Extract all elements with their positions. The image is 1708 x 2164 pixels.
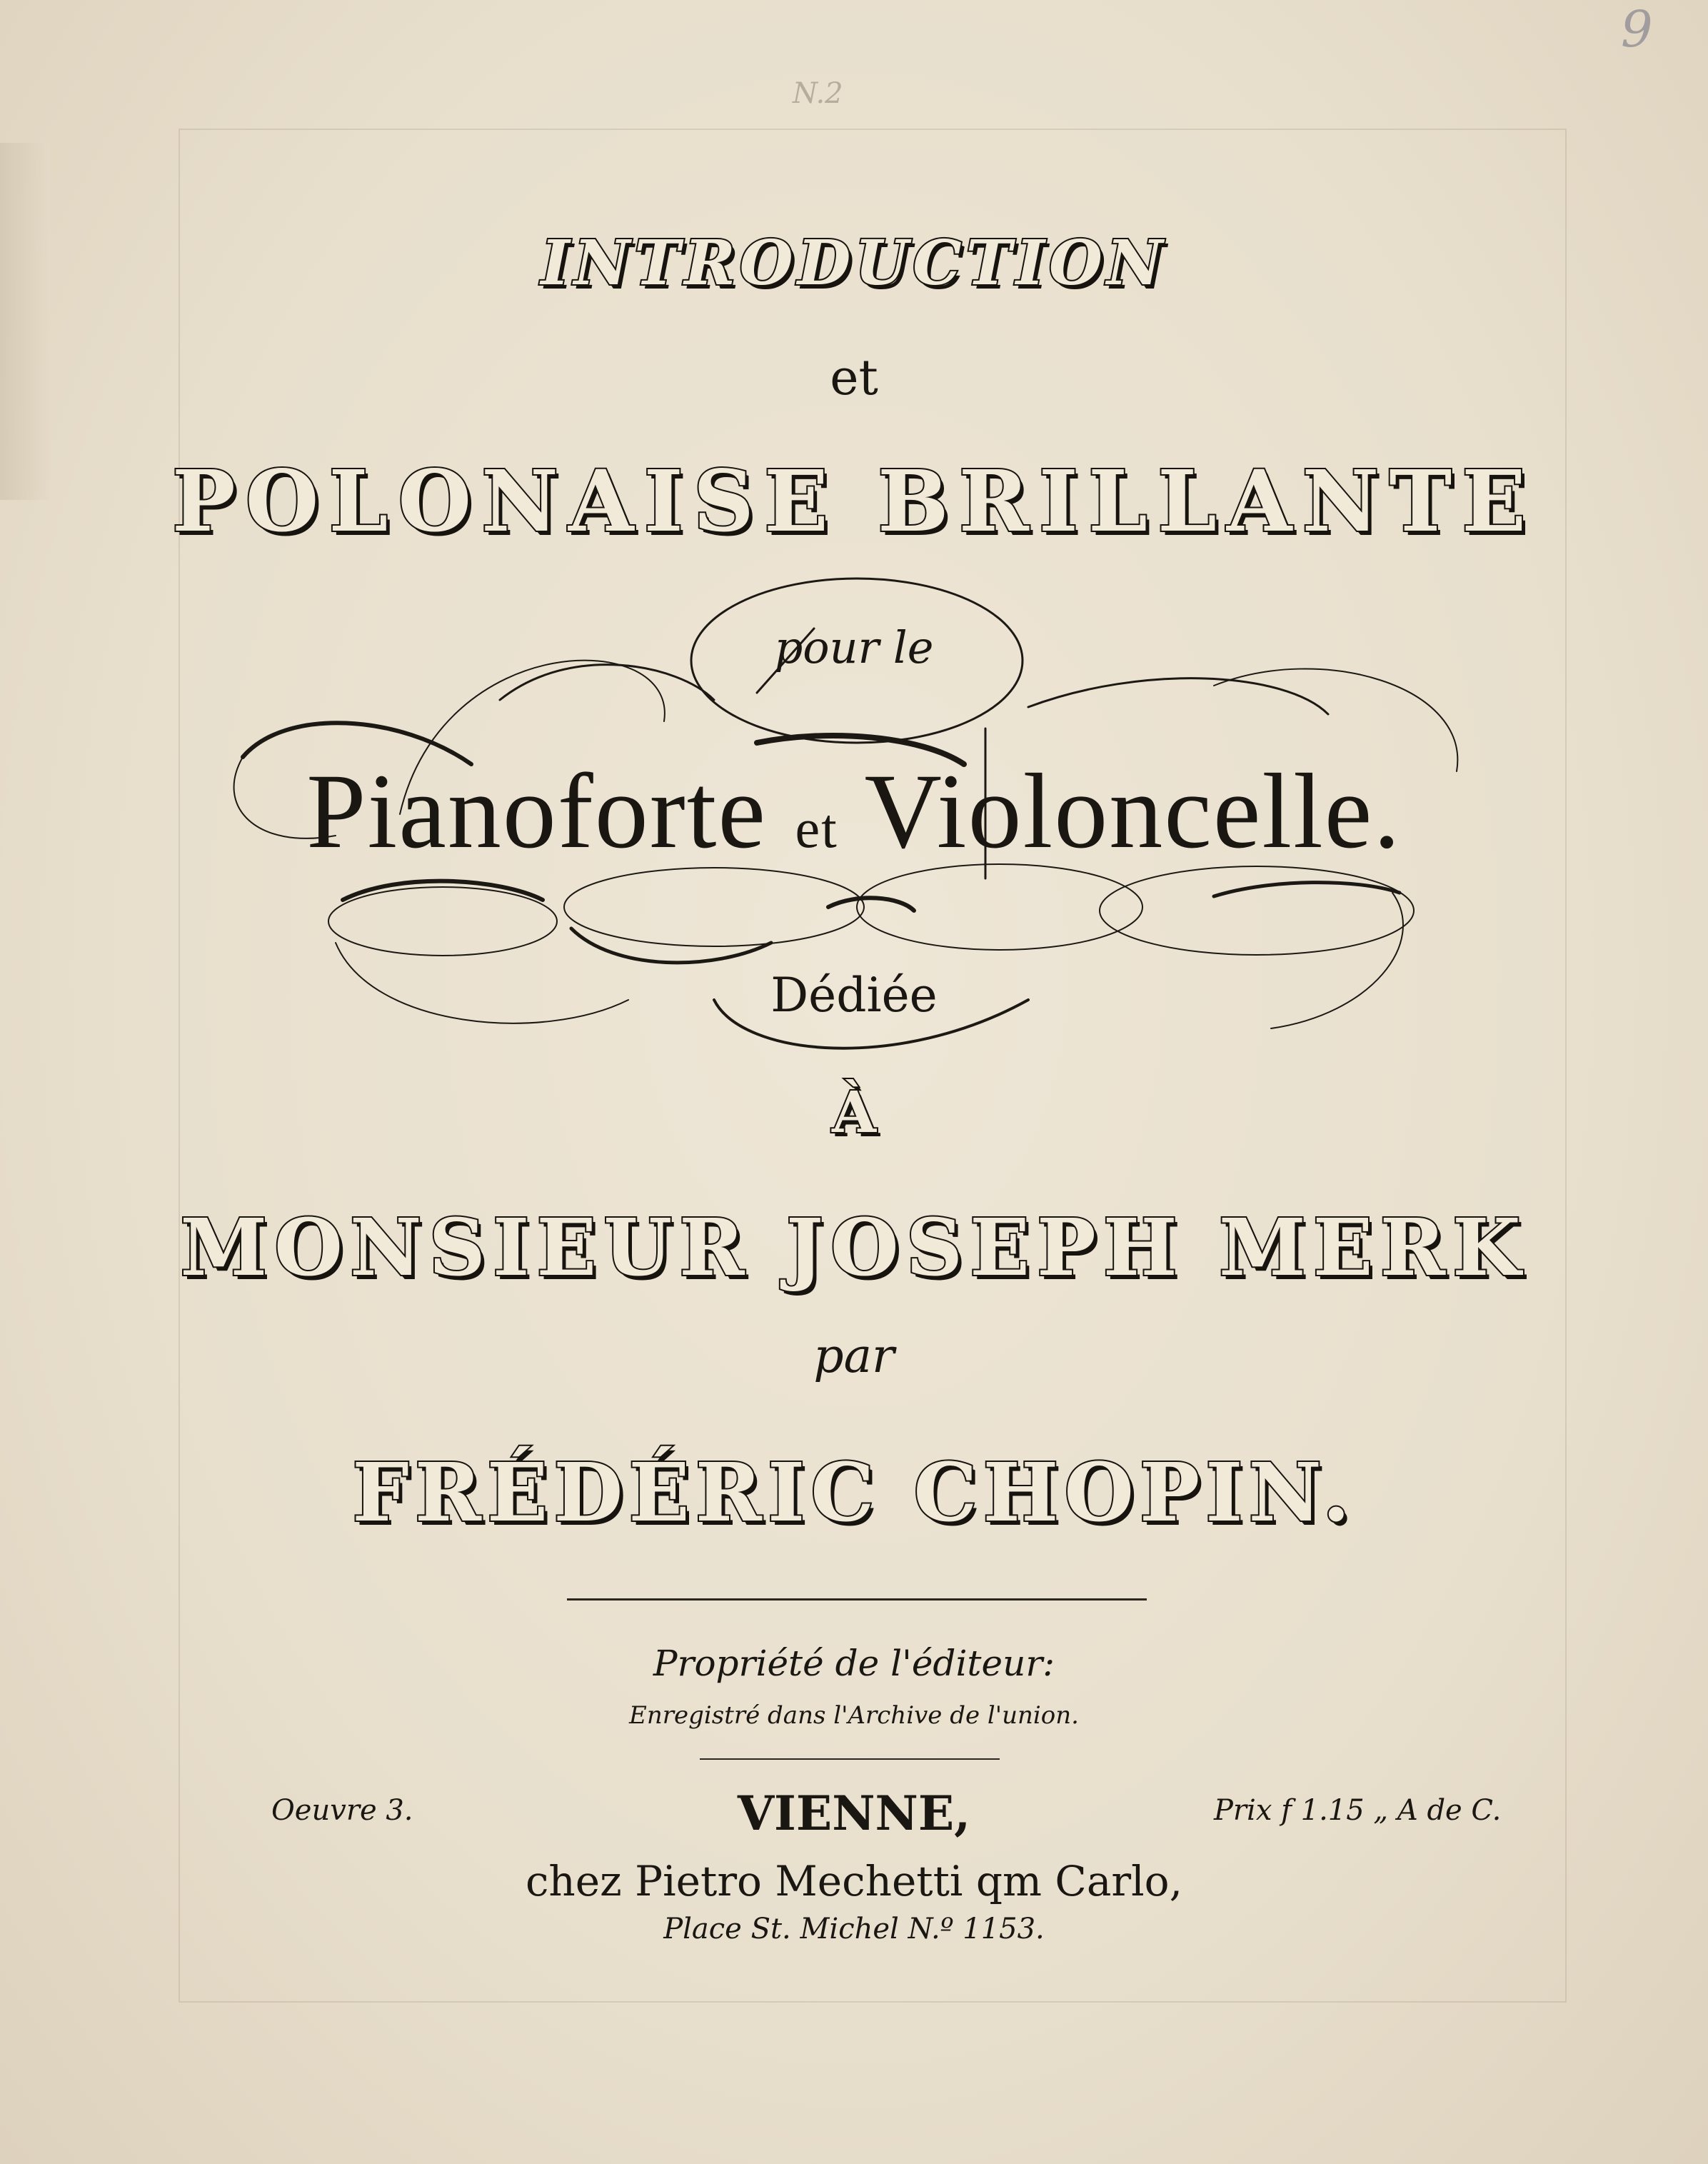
opus-number: Oeuvre 3. [271,1794,413,1827]
publisher-name: chez Pietro Mechetti qm Carlo, [525,1857,1183,1905]
pour-le-text: pour le [774,621,934,673]
title-introduction: INTRODUCTION [541,227,1167,299]
dedication-dediee: Dédiée [770,968,938,1023]
publisher-property-notice: Propriété de l'éditeur: [653,1643,1055,1684]
publisher-address: Place St. Michel N.º 1153. [663,1913,1045,1945]
registration-notice: Enregistré dans l'Archive de l'union. [629,1701,1079,1730]
instrument-pianoforte: Pianoforte [306,752,767,871]
title-polonaise-brillante: POLONAISE BRILLANTE [171,451,1537,551]
publisher-city: VIENNE, [737,1785,971,1841]
divider-rule [567,1598,1147,1601]
pencil-page-number: 9 [1621,0,1653,59]
price: Prix f 1.15 „ A de C. [1214,1794,1502,1827]
pencil-number: N.2 [793,77,843,110]
par-text: par [813,1328,895,1383]
instrumentation [0,750,1708,873]
dedicatee-name: MONSIEUR JOSEPH MERK [180,1201,1528,1293]
instrument-connector: et [795,797,838,859]
composer-name: FRÉDÉRIC CHOPIN. [352,1446,1356,1540]
instrument-violoncelle: Violoncelle. [864,752,1402,871]
title-connector: et [830,350,878,406]
divider-rule-short [700,1758,1000,1760]
dedication-a: À [831,1078,877,1146]
